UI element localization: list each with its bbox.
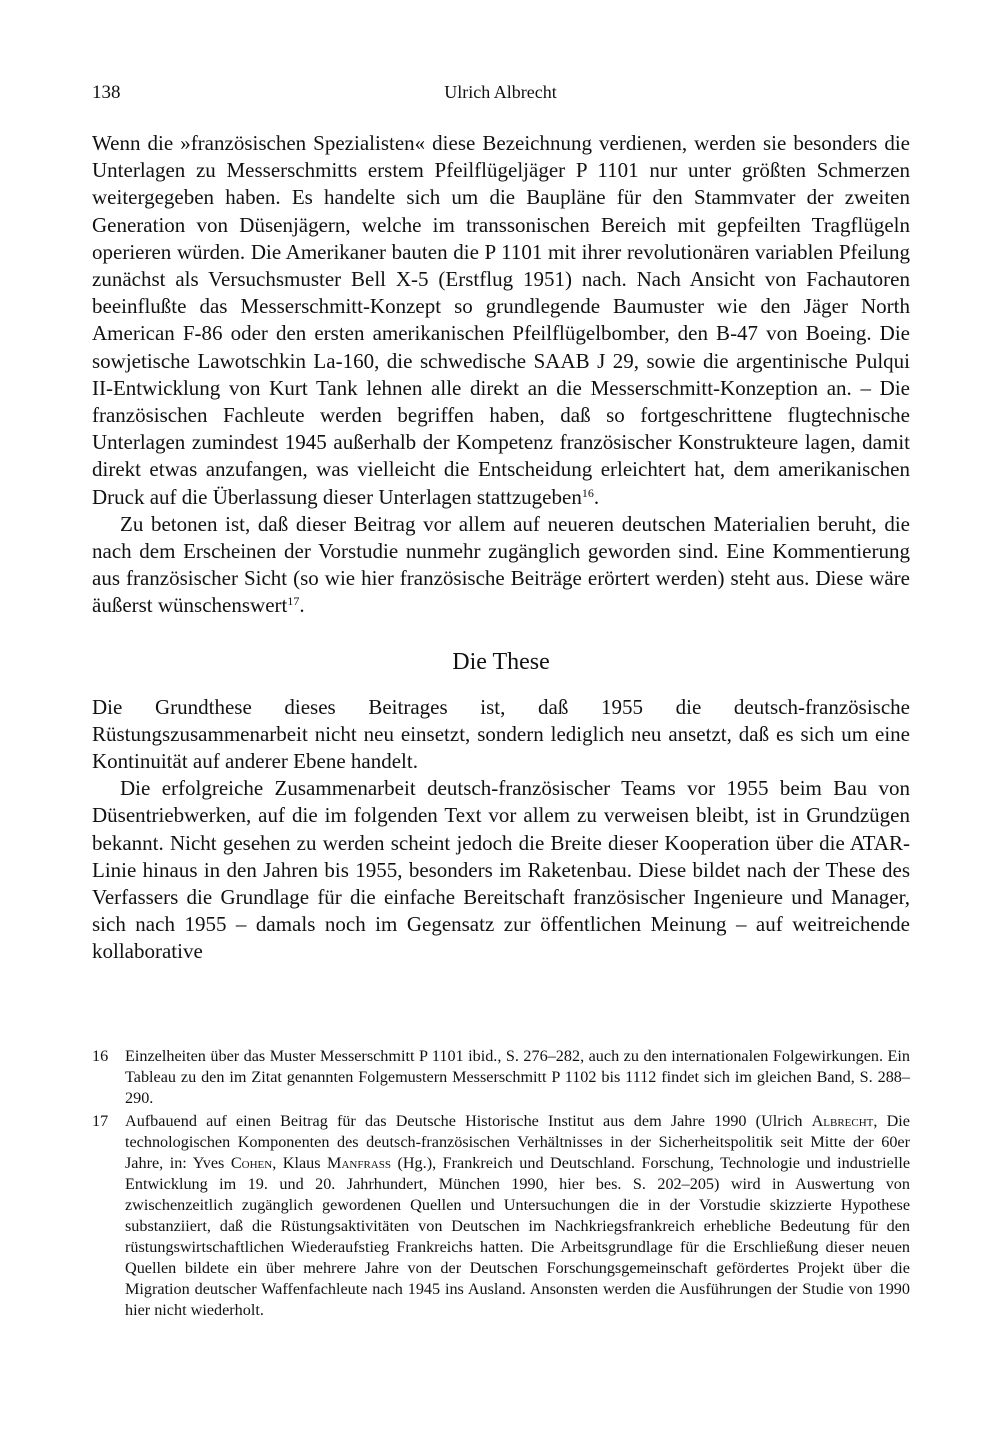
footnotes (92, 1046, 910, 1323)
section-heading: Die These (452, 648, 550, 675)
footnote-text (125, 1111, 910, 1321)
main-text (92, 130, 910, 966)
paragraph-text: Wenn die »französischen Spezialisten« diese Bezeichnung verdienen, werden sie besonders die Unterlagen zu Messerschmitts erstem Pfeilflügeljäger P 1101 nur unter größten Schmerzen weitergegeben haben. Es handelte sich um die Baupläne für den Stammvater der zweiten Generation von Düsenjägern, welche im transsonischen Bereich mit gepfeilten Tragflügeln operieren würden. Die Amerikaner bauten die P 1101 mit ihrer revolutionären variablen Pfeilung zunächst als Versuchsmuster Bell X-5 (Erstflug 1951) nach. Nach Ansicht von Fachautoren beeinflußte das Messerschmitt-Konzept so grundlegende Baumuster wie den Jäger North American F-86 oder den ersten amerikanischen Pfeilflügelbomber, den B-47 von Boeing. Die sowjetische Lawotschkin La-160, die schwedische SAAB J 29, sowie die argentinische Pulqui II-Entwicklung von Kurt Tank lehnen alle direkt an die Messerschmitt-Konzeption an. – Die französischen Fachleute werden begriffen haben, daß so fortgeschrittene flugtechnische Unterlagen zumindest 1945 außerhalb der Kompetenz französischer Konstrukteure lagen, damit direkt etwas anzufangen, was vielleicht die Entscheidung erleichtert hat, dem amerikanischen Druck auf die Überlassung dieser Unterlagen stattzugeben (92, 131, 910, 509)
footnote-reference: 16 (581, 485, 594, 500)
footnote-text-part: Aufbauend auf einen Beitrag für das Deutsche Historische Institut aus dem Jahre 1990 (Ulrich (125, 1112, 812, 1130)
page-header (92, 82, 909, 112)
paragraph: Die erfolgreiche Zusammenarbeit deutsch-französischer Teams vor 1955 beim Bau von Düsentriebwerken, auf die im folgenden Text vor allem zu verweisen bleibt, ist in Grundzügen bekannt. Nicht gesehen zu werden scheint jedoch die Breite dieser Kooperation über die ATAR-Linie hinaus in den Jahren bis 1955, besonders im Raketenbau. Diese bildet nach der These des Verfassers die Grundlage für die einfache Bereitschaft französischer Ingenieure und Manager, sich nach 1955 – damals noch im Gegensatz zur öffentlichen Meinung – auf weitreichende kollaborative (92, 776, 910, 964)
paragraph (92, 130, 910, 511)
paragraph-text: Zu betonen ist, daß dieser Beitrag vor allem auf neueren deutschen Materialien beruht, die nach dem Erscheinen der Vorstudie nunmehr zugänglich geworden sind. Eine Kommentierung aus französischer Sicht (so wie hier französische Beiträge erörtert werden) steht aus. Diese wäre äußerst wünschenswert (92, 511, 910, 618)
footnote-text-part: (Hg.), Frankreich und Deutschland. Forschung, Technologie und industrielle Entwicklung im 19. und 20. Jahrhundert, München 1990, hier bes. S. 202–205) wird in Auswertung von zwischenzeitlich zugänglich gewordenen Quellen und Untersuchungen die in der Vorstudie skizzierte Hypothese substanziiert, daß die Rüstungsaktivitäten von Deutschen im Nachkriegsfrankreich erhebliche Bedeutung für den rüstungswirtschaftlichen Wiederaufstieg Frankreichs hatten. Die Arbeitsgrundlage für die Erschließung dieser neuen Quellen bildete ein über mehrere Jahre von der Deutschen Forschungsgemeinschaft gefördertes Projekt über die Migration deutscher Waffenfachleute nach 1945 ins Ausland. Ansonsten werden die Ausführungen der Studie von 1990 hier nicht wiederholt. (125, 1154, 910, 1319)
footnote-number: 16 (92, 1047, 109, 1065)
footnote-text: Einzelheiten über das Muster Messerschmitt P 1101 ibid., S. 276–282, auch zu den internationalen Folgewirkungen. Ein Tableau zu den im Zitat genannten Folgemustern Messerschmitt P 1102 bis 1112 findet sich im gleichen Band, S. 288–290. (125, 1047, 910, 1107)
page-number: 138 (92, 82, 121, 103)
running-head: Ulrich Albrecht (444, 82, 557, 102)
footnote-17 (92, 1111, 910, 1321)
footnote-number: 17 (92, 1112, 109, 1130)
footnote-text-part: , Die technologischen Komponenten des deutsch-französischen Verhältnisses in der Sicherheitspolitik seit Mitte der 60er Jahre, in: Yves (125, 1112, 910, 1172)
author-name: Cohen (230, 1154, 273, 1172)
author-name: Albrecht (811, 1112, 874, 1130)
author-name: Manfrass (327, 1154, 391, 1172)
footnote-16 (92, 1046, 910, 1109)
paragraph-end: . (593, 484, 600, 509)
paragraph: Die Grundthese dieses Beitrages ist, daß 1955 die deutsch-französische Rüstungszusammenarbeit nicht neu einsetzt, sondern lediglich neu ansetzt, daß es sich um eine Kontinuität auf anderer Ebene handelt. (92, 694, 910, 774)
paragraph-end: . (299, 593, 305, 618)
footnote-text-part: , Klaus (272, 1154, 328, 1172)
footnote-reference: 17 (287, 594, 300, 609)
paragraph (92, 511, 910, 620)
